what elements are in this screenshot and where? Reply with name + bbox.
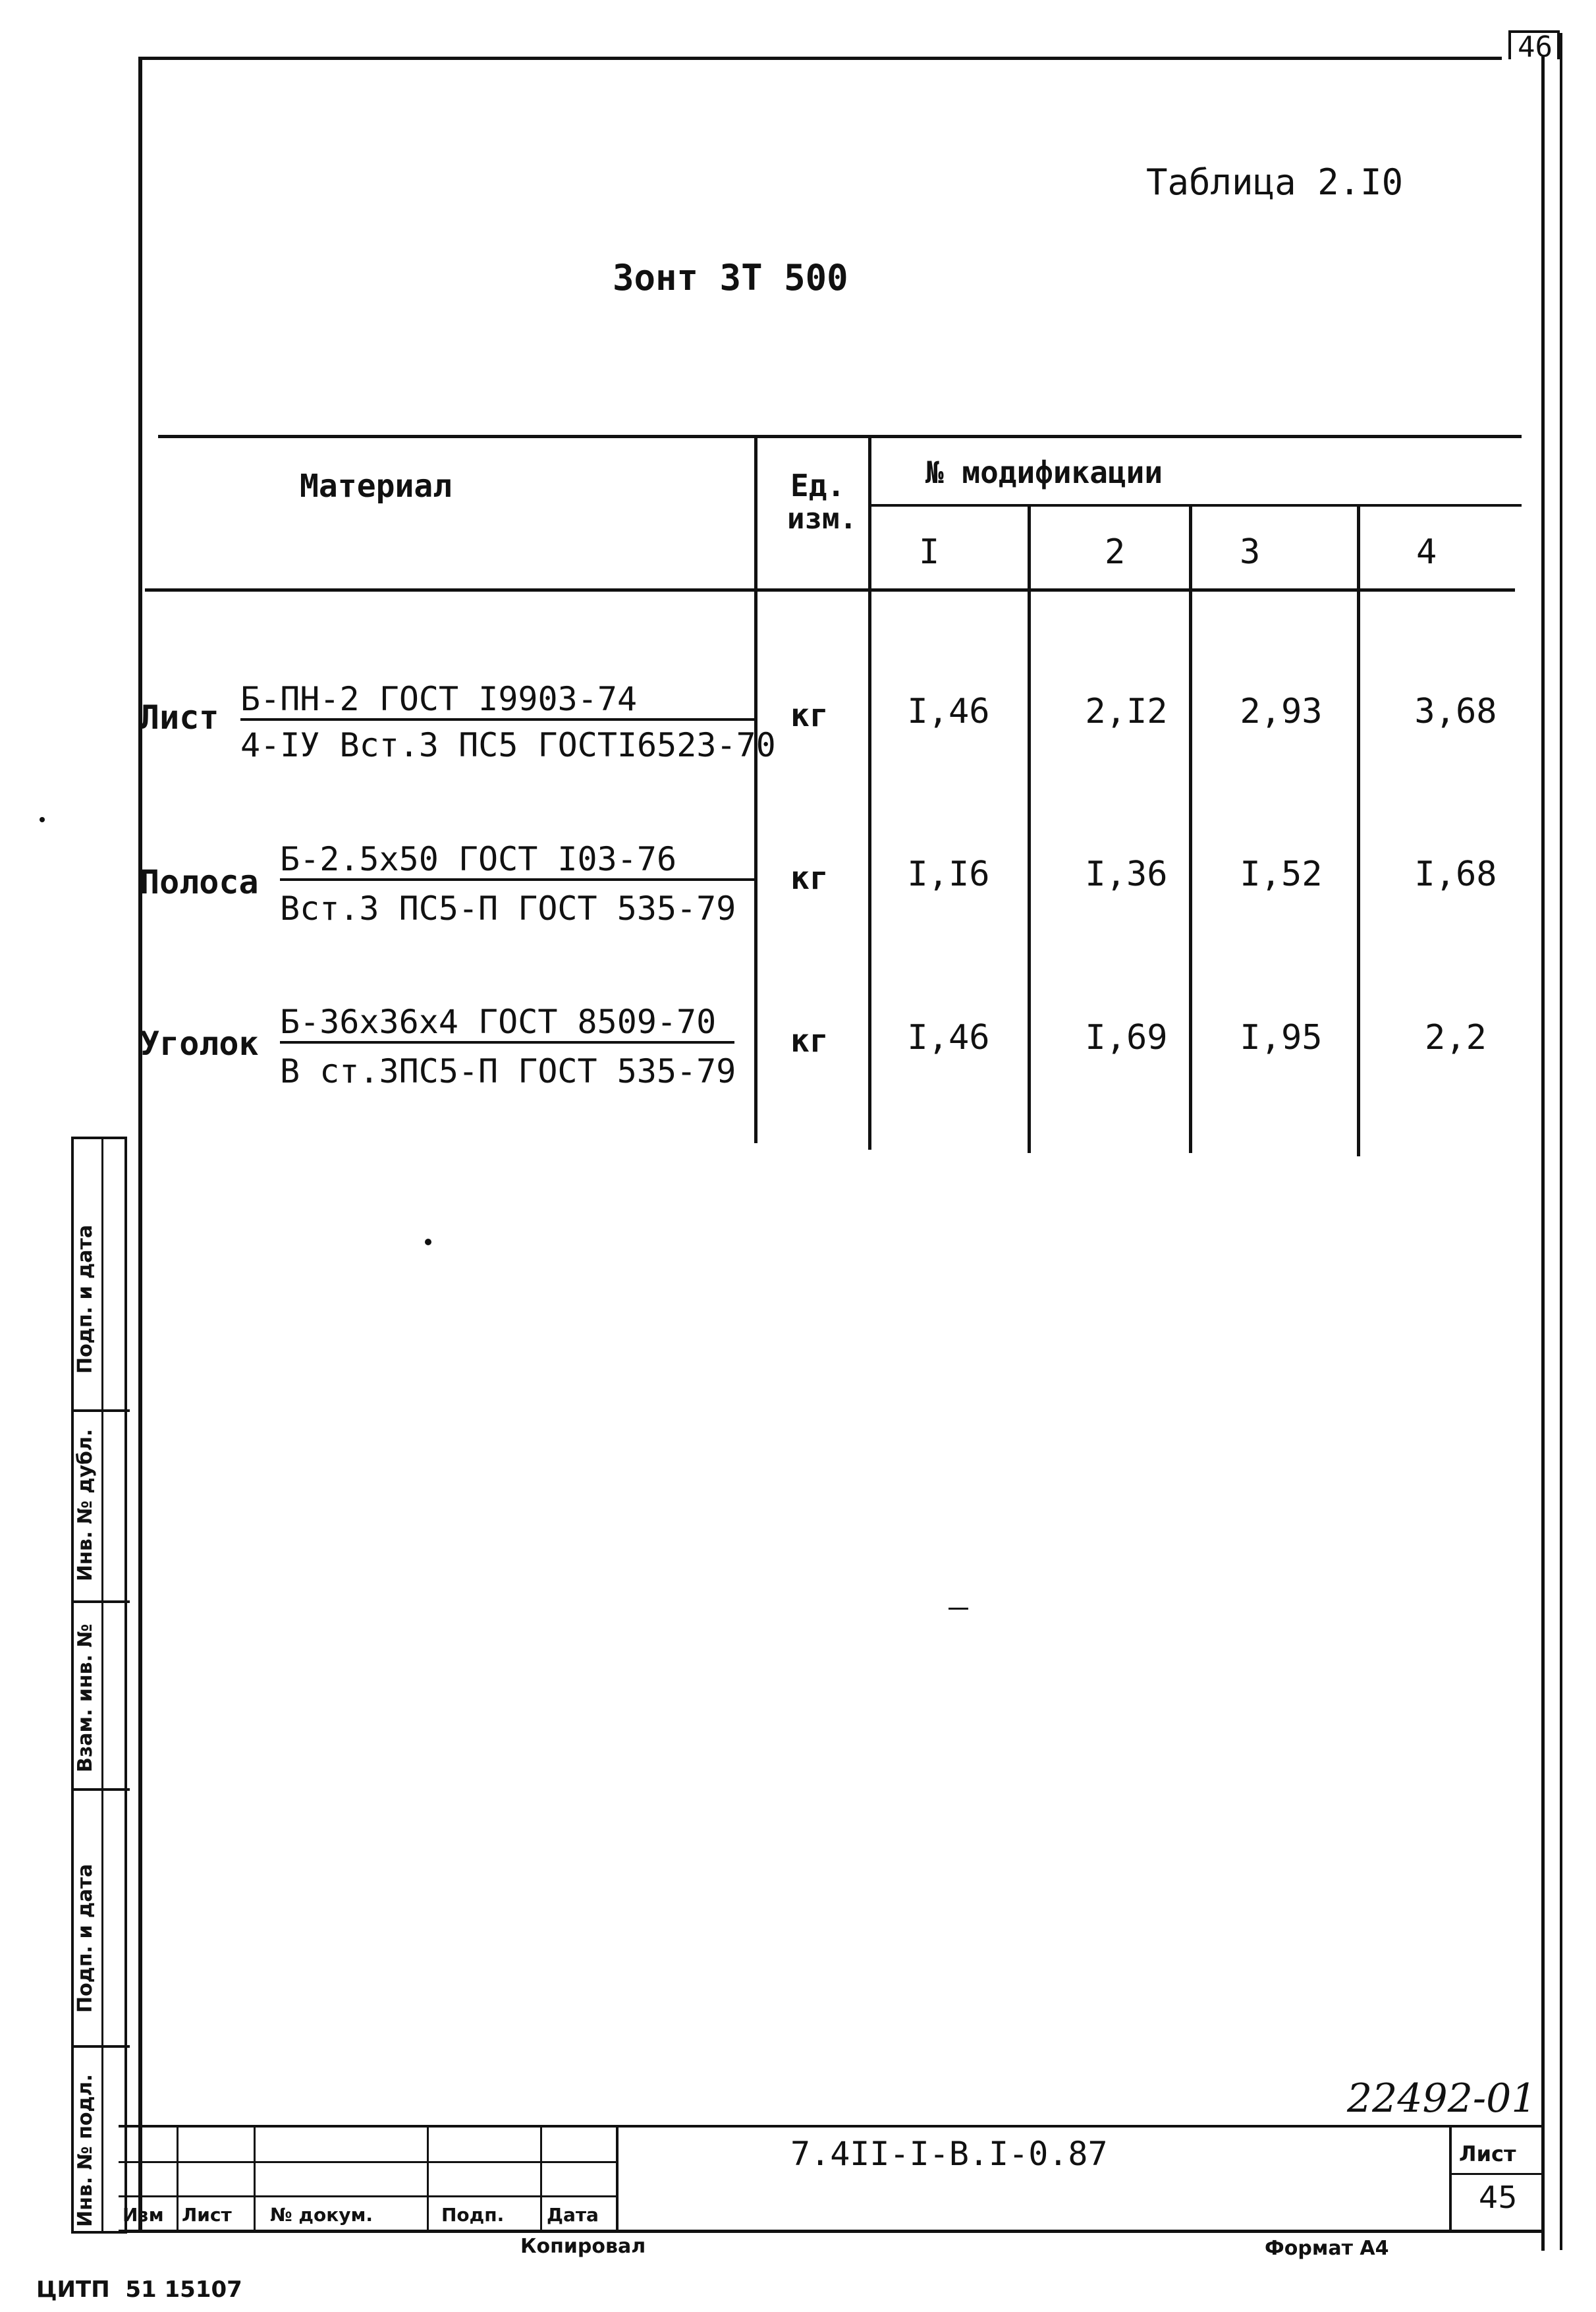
col-divider-mod3	[1357, 504, 1360, 1156]
row-2-unit: кг	[790, 860, 829, 897]
row-2-spec-top: Б-2.5х50 ГОСТ I03-76	[280, 840, 754, 881]
table-caption: Таблица 2.I0	[1146, 161, 1404, 203]
tb-col-label-doc: № докум.	[270, 2204, 373, 2226]
row-2-value-2: I,36	[1085, 855, 1168, 894]
row-3-name: Уголок	[140, 1025, 259, 1063]
scan-speck	[949, 1608, 968, 1610]
row-1-spec-top: Б-ПН-2 ГОСТ I9903-74	[240, 680, 754, 721]
header-mod-1: I	[919, 532, 940, 572]
col-divider-mod1	[1028, 504, 1031, 1153]
tb-col-2	[254, 2125, 256, 2230]
side-stamp-label-2: Инв. № дубл.	[74, 1428, 97, 1581]
scan-speck	[425, 1239, 431, 1245]
sheet-number: 45	[1479, 2180, 1518, 2215]
col-divider-unit	[868, 435, 871, 1150]
tb-col-label-list: Лист	[182, 2204, 232, 2226]
row-2-value-1: I,I6	[907, 855, 990, 894]
row-1-value-4: 3,68	[1414, 692, 1497, 731]
footer-org: ЦИТП 51 15107	[36, 2276, 242, 2303]
handwritten-number: 22492-01	[1347, 2075, 1537, 2122]
row-1-value-3: 2,93	[1240, 692, 1323, 731]
tb-col-label-sign: Подп.	[441, 2204, 505, 2226]
tb-col-label-date: Дата	[547, 2204, 599, 2226]
side-stamp-label-5: Инв. № подл.	[74, 2073, 97, 2227]
side-stamp-label-3: Взам. инв. №	[74, 1623, 97, 1772]
row-3-value-4: 2,2	[1425, 1018, 1487, 1057]
header-mod-4: 4	[1416, 532, 1437, 572]
row-1-name: Лист	[140, 698, 219, 737]
header-bottom-line	[145, 588, 1515, 592]
row-1-value-2: 2,I2	[1085, 692, 1168, 731]
document-code: 7.4II-I-В.I-0.87	[790, 2135, 1108, 2173]
side-stamp-label-1: Подп. и дата	[74, 1224, 97, 1374]
tb-sheet-row	[1449, 2173, 1541, 2175]
page-number: 46	[1518, 30, 1553, 64]
side-stamp-label-4: Подп. и дата	[74, 1863, 97, 2013]
row-1-value-1: I,46	[907, 692, 990, 731]
row-1-spec-bottom: 4-IУ Вст.3 ПС5 ГОСТI6523-70	[240, 726, 776, 764]
table-top-line	[158, 435, 1522, 438]
row-2-spec-bottom: Вст.3 ПС5-П ГОСТ 535-79	[280, 889, 736, 928]
row-3-value-3: I,95	[1240, 1018, 1323, 1057]
sheet-label: Лист	[1459, 2141, 1516, 2166]
row-3-value-1: I,46	[907, 1018, 990, 1057]
mods-subline	[871, 504, 1522, 507]
row-2-value-4: I,68	[1414, 855, 1497, 894]
header-mod-2: 2	[1105, 532, 1126, 572]
tb-col-sheet	[1449, 2125, 1452, 2230]
tb-col-3	[427, 2125, 429, 2230]
header-mod-3: 3	[1240, 532, 1261, 572]
header-modification: № модификации	[925, 455, 1163, 490]
row-3-unit: кг	[790, 1023, 829, 1059]
row-3-spec-top: Б-36х36х4 ГОСТ 8509-70	[280, 1003, 734, 1044]
tb-col-4	[540, 2125, 542, 2230]
footer-format: Формат А4	[1265, 2237, 1389, 2260]
frame-right	[1541, 57, 1545, 2251]
tb-col-5	[616, 2125, 619, 2230]
tb-col-label-izm: Изм	[123, 2204, 164, 2226]
col-divider-material	[754, 435, 757, 1143]
header-unit-line1: Ед.	[790, 468, 846, 503]
row-3-value-2: I,69	[1085, 1018, 1168, 1057]
row-1-unit: кг	[790, 697, 829, 734]
tb-col-1	[177, 2125, 179, 2230]
document-title: Зонт ЗТ 500	[613, 257, 848, 298]
scan-speck	[40, 817, 45, 822]
header-material: Материал	[300, 468, 453, 505]
page-number-box	[1508, 30, 1560, 64]
frame-top	[138, 57, 1502, 60]
row-2-name: Полоса	[140, 863, 259, 901]
row-3-spec-bottom: В ст.ЗПС5-П ГОСТ 535-79	[280, 1052, 736, 1090]
header-unit-line2: изм.	[787, 502, 857, 536]
title-block-top	[119, 2125, 1541, 2128]
frame-left	[138, 57, 142, 2231]
footer-copied: Копировал	[520, 2235, 646, 2258]
frame-bottom	[119, 2230, 1541, 2233]
row-2-value-3: I,52	[1240, 855, 1323, 894]
frame-right-outer	[1560, 33, 1562, 2250]
